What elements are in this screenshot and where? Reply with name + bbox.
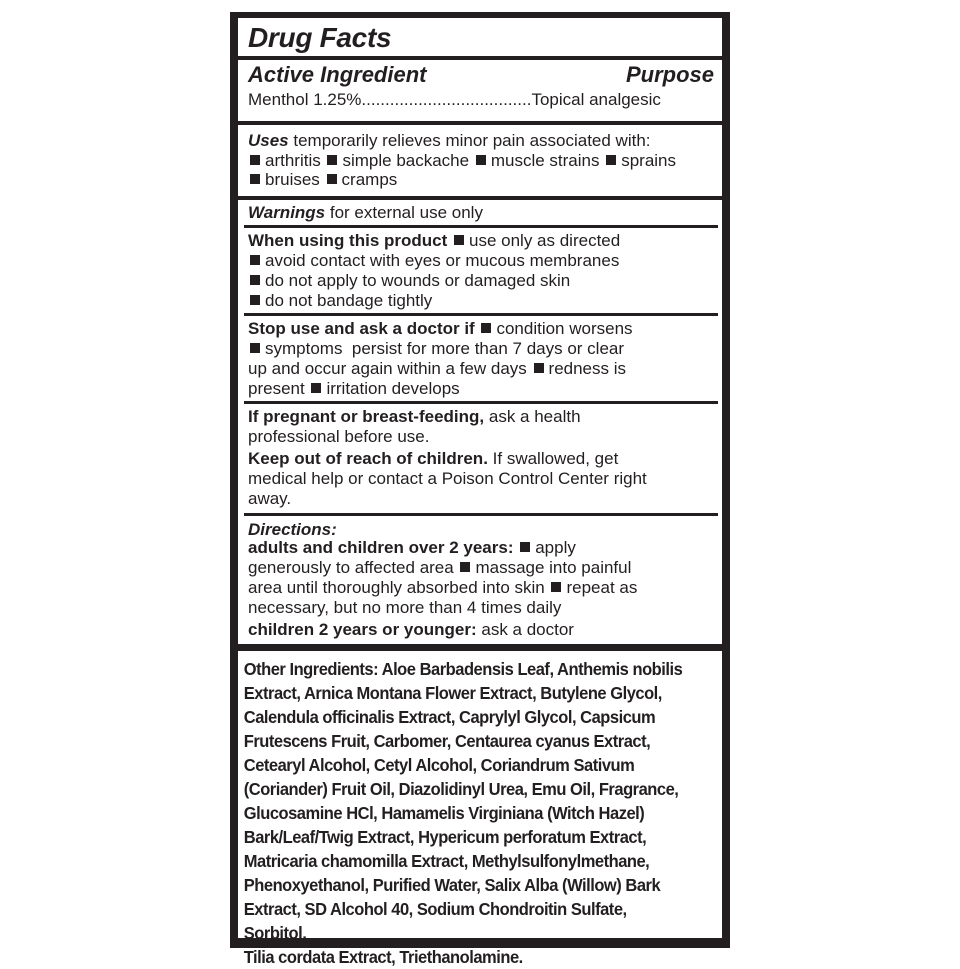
other-ingredients-text xyxy=(238,651,703,969)
list-item: do not bandage tightly xyxy=(265,291,433,310)
when-using-line2 xyxy=(238,251,722,271)
list-item: generously to affected area xyxy=(248,558,454,577)
stop-line3 xyxy=(238,359,722,379)
ingredient-line: (Coriander) Fruit Oil, Diazolidinyl Urea, Emu Oil, Fragrance, xyxy=(243,779,679,799)
list-item: do not apply to wounds or damaged skin xyxy=(265,271,571,290)
warnings-text: for external use only xyxy=(325,203,483,222)
directions-adults-line4: necessary, but no more than 4 times daily xyxy=(248,598,562,617)
bullet-icon xyxy=(327,155,337,165)
title-box xyxy=(238,18,722,56)
uses-items-line2 xyxy=(238,171,722,189)
warnings-box xyxy=(238,200,722,644)
bullet-icon xyxy=(481,323,491,333)
ingredient-line: Cetearyl Alcohol, Cetyl Alcohol, Coriandrum Sativum xyxy=(243,755,635,775)
active-ingredient-box xyxy=(238,60,722,121)
ingredient-line: Extract, Arnica Montana Flower Extract, Butylene Glycol, xyxy=(243,683,662,703)
ingredient-line: Matricaria chamomilla Extract, Methylsulfonylmethane, xyxy=(243,851,650,871)
bullet-icon xyxy=(476,155,486,165)
list-item: present xyxy=(248,379,305,398)
stop-line4 xyxy=(238,379,722,399)
list-item: symptoms persist for more than 7 days or clear xyxy=(265,339,625,358)
list-item: area until thoroughly absorbed into skin xyxy=(248,578,545,597)
active-header-left: Active Ingredient xyxy=(248,62,427,87)
list-item: condition worsens xyxy=(496,319,633,338)
drug-facts-panel xyxy=(230,12,730,967)
bullet-icon xyxy=(520,542,530,552)
warnings-label: Warnings xyxy=(248,203,326,222)
warnings-intro xyxy=(238,203,722,223)
list-item: massage into painful xyxy=(475,558,632,577)
bullet-icon xyxy=(250,343,260,353)
list-item: muscle strains xyxy=(490,151,600,170)
ingredient-line: Bark/Leaf/Twig Extract, Hypericum perforatum Extract, xyxy=(243,827,647,847)
keep-out-line2: medical help or contact a Poison Control Center right xyxy=(248,469,647,488)
active-row: Menthol 1.25%....................................Topical analgesic xyxy=(248,90,661,109)
other-ingredients-label: Other Ingredients: xyxy=(243,659,379,679)
keep-out-line3: away. xyxy=(248,489,292,508)
when-using-line1 xyxy=(238,231,722,251)
page-title: Drug Facts xyxy=(248,22,392,53)
uses-items-line1 xyxy=(238,151,722,171)
bullet-icon xyxy=(311,383,321,393)
children-text: ask a doctor xyxy=(476,620,574,639)
ingredient-line: Frutescens Fruit, Carbomer, Centaurea cyanus Extract, xyxy=(243,731,651,751)
section-divider xyxy=(244,513,718,516)
list-item: sprains xyxy=(621,151,677,170)
section-divider xyxy=(244,313,718,316)
list-item: avoid contact with eyes or mucous membranes xyxy=(265,251,620,270)
uses-label: Uses xyxy=(248,131,289,150)
active-header xyxy=(238,60,722,88)
directions-adults-line2 xyxy=(238,558,722,578)
directions-children-line xyxy=(238,618,722,640)
bullet-icon xyxy=(250,255,260,265)
bullet-icon xyxy=(327,174,337,184)
list-item: cramps xyxy=(341,170,398,189)
bullet-icon xyxy=(250,155,260,165)
list-item: bruises xyxy=(265,170,320,189)
ingredient-line: Calendula officinalis Extract, Caprylyl Glycol, Capsicum xyxy=(243,707,656,727)
stop-line2 xyxy=(238,339,722,359)
bullet-icon xyxy=(250,275,260,285)
keep-out-label: Keep out of reach of children. xyxy=(248,449,488,468)
bullet-icon xyxy=(250,295,260,305)
bullet-icon xyxy=(606,155,616,165)
when-using-line3 xyxy=(238,271,722,291)
keep-out-line1 xyxy=(238,447,722,469)
pregnant-label: If pregnant or breast-feeding, xyxy=(248,407,485,426)
directions-adults-line3 xyxy=(238,578,722,598)
pregnant-line1 xyxy=(238,407,722,427)
ingredient-line: Extract, SD Alcohol 40, Sodium Chondroitin Sulfate, Sorbitol, xyxy=(243,899,627,943)
when-using-line4 xyxy=(238,291,722,311)
children-label: children 2 years or younger: xyxy=(248,620,477,639)
adults-label: adults and children over 2 years: xyxy=(248,538,514,557)
when-using-label: When using this product xyxy=(248,231,448,250)
stop-line1 xyxy=(238,319,722,339)
list-item: up and occur again within a few days xyxy=(248,359,527,378)
other-ingredients-box xyxy=(238,651,722,967)
ingredient-line: Tilia cordata Extract, Triethanolamine. xyxy=(243,947,523,967)
uses-box xyxy=(238,125,722,196)
ingredient-line xyxy=(244,657,693,681)
pregnant-line2: professional before use. xyxy=(248,427,430,446)
keep-out-text: If swallowed, get xyxy=(487,449,619,468)
bullet-icon xyxy=(534,363,544,373)
section-divider xyxy=(244,401,718,404)
bullet-icon xyxy=(460,562,470,572)
list-item: apply xyxy=(535,538,576,557)
list-item: redness is xyxy=(548,359,627,378)
directions-label: Directions: xyxy=(248,520,337,539)
list-item: irritation develops xyxy=(326,379,460,398)
bullet-icon xyxy=(551,582,561,592)
list-item: repeat as xyxy=(566,578,638,597)
uses-text: temporarily relieves minor pain associated with: xyxy=(288,131,651,150)
ingredient-line: Phenoxyethanol, Purified Water, Salix Alba (Willow) Bark xyxy=(243,875,661,895)
stop-label: Stop use and ask a doctor if xyxy=(248,319,475,338)
uses-intro xyxy=(238,131,722,151)
list-item: arthritis xyxy=(265,151,321,170)
bullet-icon xyxy=(454,235,464,245)
list-item: simple backache xyxy=(342,151,470,170)
pregnant-text: ask a health xyxy=(484,407,581,426)
ingredient-line: Glucosamine HCl, Hamamelis Virginiana (Witch Hazel) xyxy=(243,803,645,823)
directions-adults-line1 xyxy=(238,538,722,558)
active-header-right: Purpose xyxy=(625,62,714,87)
list-item: use only as directed xyxy=(469,231,621,250)
bullet-icon xyxy=(250,174,260,184)
section-divider xyxy=(244,225,718,228)
ingredient-text: Aloe Barbadensis Leaf, Anthemis nobilis xyxy=(378,659,683,679)
